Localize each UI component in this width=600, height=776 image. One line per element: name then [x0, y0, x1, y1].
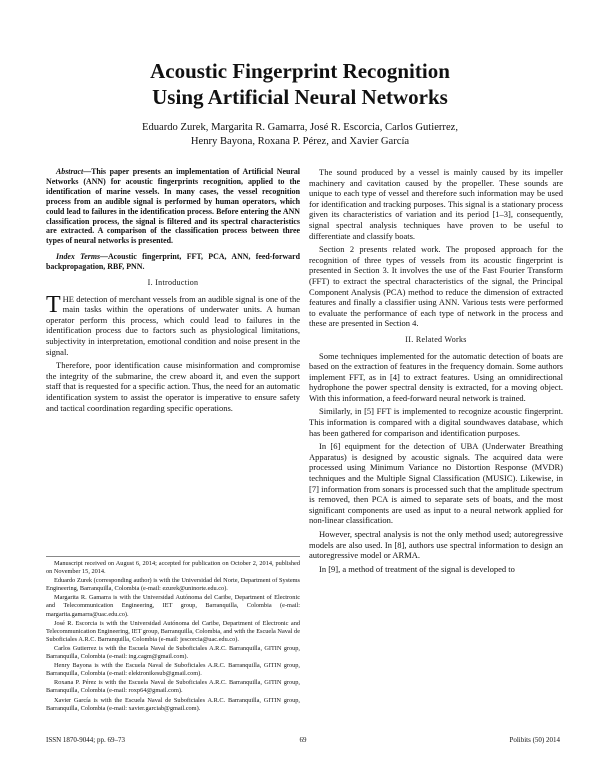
footer-page-number: 69	[299, 736, 307, 744]
section-heading-introduction: I. Introduction	[147, 278, 199, 288]
related-paragraph-2: Similarly, in [5] FFT is implemented to recognize acoustic fingerprint. This information is compared with a digital soundwaves database, which has been gathered for comparison and identification purposes.	[309, 406, 563, 438]
title-line-2: Using Artificial Neural Networks	[152, 85, 448, 109]
intro-paragraph-1	[46, 291, 300, 358]
authors-line-2: Henry Bayona, Roxana P. Pérez, and Xavier García	[190, 136, 410, 147]
section-heading-related-works: II. Related Works	[405, 334, 467, 344]
footnote-author-1: Eduardo Zurek (corresponding author) is with the Universidad del Norte, Department of Systems Engineering, Barranquilla, Colombia (e-mail: ezurek@uninorte.edu.co).	[46, 577, 300, 593]
abstract	[46, 167, 300, 246]
footnote-author-2: Margarita R. Gamarra is with the Universidad Autónoma del Caribe, Department of Electronic and Telecommunication Engineering, IET group, Barranquilla, Colombia (e-mail: margarita.gamarra@uac.edu.co).	[46, 594, 300, 618]
index-terms-lead: Index Terms	[56, 252, 101, 262]
abstract-lead: Abstract	[56, 167, 84, 176]
intro-paragraph-3: The sound produced by a vessel is mainly caused by its impeller machinery and cavitation caused by the propeller. These sounds are unique to each type of vessel and therefore such information may be used for identification and tracking purposes. This signal is a stationary process given its characteristics of variation and its period [1–3], consequently, signal spectral analysis techniques have proven to be useful to differentiate and classify boats.	[309, 167, 563, 241]
index-terms	[46, 252, 300, 272]
related-paragraph-4: However, spectral analysis is not the only method used; autoregressive models are also used. In [8], authors use spectral information to design an autoregressive model or ARMA.	[309, 529, 563, 561]
intro-paragraph-2: Therefore, poor identification cause misinformation and compromise the integrity of the submarine, the crew aboard it, and even the support staff that is requested for a specific action. Thus, the need for an automatic identification system to assist the operator is imperative to ensure safety and tactical coordination regarding specific operations.	[46, 360, 300, 413]
footer-journal: Polibits (50) 2014	[509, 736, 560, 744]
title-line-1: Acoustic Fingerprint Recognition	[150, 59, 450, 83]
authors-line-1: Eduardo Zurek, Margarita R. Gamarra, José R. Escorcia, Carlos Gutierrez,	[141, 122, 459, 133]
right-column-body	[309, 167, 563, 577]
paper-title	[0, 58, 600, 110]
footnotes	[46, 556, 300, 714]
abstract-text: —This paper presents an implementation of Artificial Neural Networks (ANN) for acoustic fingerprints recognition, applied to the identification of marine vessels. In many cases, the vessel recognition process from an audible signal is performed by human operators, which could lead to failures in the identification process. Before entering the ANN classification process, the signal is filtered and its spectral characteristics are extracted. A comparison of the classification process between three types of neural networks is presented.	[46, 167, 300, 246]
drop-cap: T	[46, 291, 61, 318]
index-terms-text: —Acoustic fingerprint, FFT, PCA, ANN, feed-forward backpropagation, RBF, PNN.	[46, 252, 301, 272]
footnote-manuscript: Manuscript received on August 6, 2014; accepted for publication on October 2, 2014, published on November 15, 2014.	[46, 560, 300, 576]
related-paragraph-3: In [6] equipment for the detection of UBA (Underwater Breathing Apparatus) is designed by acoustic signals. The acquired data were processed using Minimum Variance no Distortion Response (MVDR) techniques and the Multiple Signal Classification (MUSIC). Likewise, in [7] information from sonars is processed such that the amplitude spectrum is removed, then PCA is aimed to separate sets of boats, and the most significant components are used as input to a neural network applied for non-linear classification.	[309, 441, 563, 526]
footnote-author-7: Xavier García is with the Escuela Naval de Suboficiales A.R.C. Barranquilla, GITIN group, Barranquilla, Colombia (e-mail: xavier.garciab@gmail.com).	[46, 696, 300, 712]
left-column	[46, 167, 300, 416]
related-paragraph-1: Some techniques implemented for the automatic detection of boats are based on the extraction of features in the frequency domain. Some authors implement FFT, as in [4] to extract features. Using an omnidirectional hydrophone the power spectral density is extracted, for a moving object. With this information, a feed-forward neural network is trained.	[309, 350, 563, 403]
footnote-author-6: Roxana P. Pérez is with the Escuela Naval de Suboficiales A.R.C. Barranquilla, GITIN group, Barranquilla, Colombia (e-mail: roxp64@gmail.com).	[46, 679, 300, 695]
related-paragraph-5: In [9], a method of treatment of the signal is developed to	[319, 563, 515, 574]
footnote-author-4: Carlos Gutierrez is with the Escuela Naval de Suboficiales A.R.C. Barranquilla, GITIN group, Barranquilla, Colombia (e-mail: ing.cagm@gmail.com).	[46, 644, 300, 661]
footnote-author-3: José R. Escorcia is with the Universidad Autónoma del Caribe, Department of Electronic and Telecommunication Engineering, IET group, Barranquilla, Colombia, and with the Escuela Naval de Suboficiales A.R.C. Barranquilla, Colombia (e-mail: jescorcia@uac.edu.co).	[46, 619, 300, 643]
footer-issn: ISSN 1870-9044; pp. 69–73	[46, 736, 125, 744]
footnote-author-5: Henry Bayona is with the Escuela Naval de Suboficiales A.R.C. Barranquilla, GITIN group, Barranquilla, Colombia (e-mail: elektronikesub@gmail.com).	[46, 662, 300, 678]
intro-paragraph-4: Section 2 presents related work. The proposed approach for the recognition of three types of vessels from its acoustic fingerprint is presented in Section 3. It involves the use of the Fast Fourier Transform (FFT) to extract the spectral characteristics of the signal, the Principal Component Analysis (PCA) method to reduce the dimension of extracted features and finally a classifier using ANN. Various tests were performed to evaluate the performance of each type of network in the process and these are presented in Section 4.	[309, 244, 563, 329]
author-list	[60, 121, 540, 149]
intro-paragraph-1-text: HE detection of merchant vessels from an audible signal is one of the main tasks within the operations of underwater units. A human operator perform this process, which could lead to failures in the identification process due to factors such as physiological limitations, subjectivity in interpretation, emotional condition and noise present in the signal.	[46, 293, 300, 357]
